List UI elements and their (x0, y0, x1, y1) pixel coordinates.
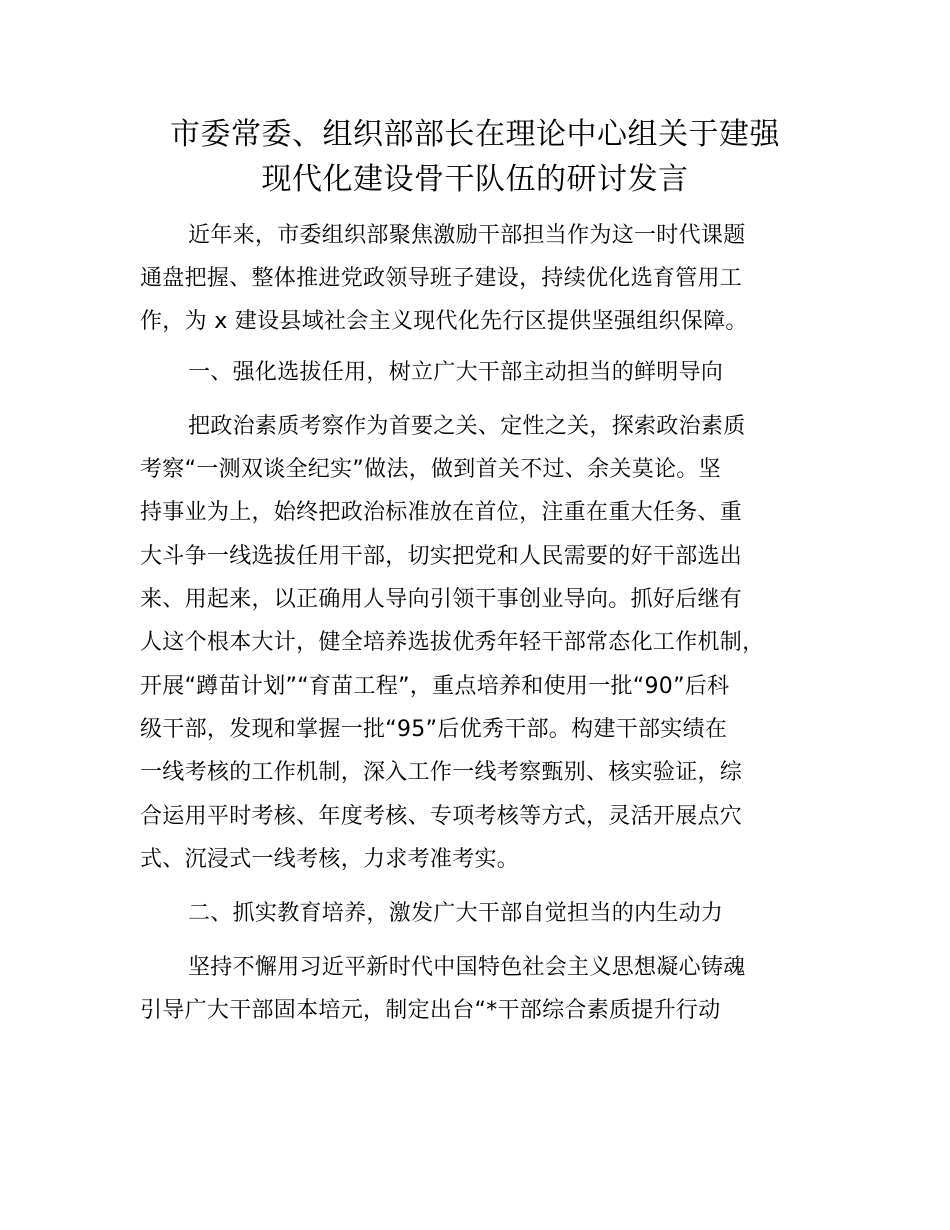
section-1-line-9: 一线考核的工作机制，深入工作一线考察甄别、核实验证，综 (140, 760, 743, 785)
intro-line-2: 通盘把握、整体推进党政领导班子建设，持续优化选育管用工 (140, 266, 743, 291)
section-1-line-4: 大斗争一线选拔任用干部，切实把党和人民需要的好干部选出 (140, 544, 743, 569)
section-2-heading: 二、抓实教育培养，激发广大干部自觉担当的内生动力 (188, 901, 724, 926)
intro-line-3: 作，为 x 建设县域社会主义现代化先行区提供坚强组织保障。 (140, 309, 748, 334)
section-2-line-1: 坚持不懈用习近平新时代中国特色社会主义思想凝心铸魂 (188, 955, 746, 980)
document-title-line-2: 现代化建设骨干队伍的研讨发言 (261, 162, 689, 197)
section-1-line-6: 人这个根本大计，健全培养选拔优秀年轻干部常态化工作机制， (140, 630, 765, 655)
section-1-line-1: 把政治素质考察作为首要之关、定性之关，探索政治素质 (188, 414, 746, 439)
section-2-line-2: 引导广大干部固本培元，制定出台“*干部综合素质提升行动 (140, 998, 721, 1023)
section-1-line-7: 开展“蹲苗计划”“育苗工程”，重点培养和使用一批“90”后科 (140, 674, 730, 699)
intro-line-1: 近年来，市委组织部聚焦激励干部担当作为这一时代课题 (188, 223, 746, 248)
section-1-line-3: 持事业为上，始终把政治标准放在首位，注重在重大任务、重 (140, 500, 743, 525)
section-1-line-8: 级干部，发现和掌握一批“95”后优秀干部。构建干部实绩在 (140, 717, 728, 742)
section-1-line-10: 合运用平时考核、年度考核、专项考核等方式，灵活开展点穴 (140, 804, 743, 829)
document-title-line-1: 市委常委、组织部部长在理论中心组关于建强 (170, 117, 780, 152)
section-1-line-11: 式、沉浸式一线考核，力求考准考实。 (140, 847, 520, 872)
section-1-line-5: 来、用起来，以正确用人导向引领干事创业导向。抓好后继有 (140, 587, 743, 612)
section-1-line-2: 考察“一测双谈全纪实”做法，做到首关不过、余关莫论。坚 (140, 457, 721, 482)
section-1-heading: 一、强化选拔任用，树立广大干部主动担当的鲜明导向 (188, 360, 724, 385)
